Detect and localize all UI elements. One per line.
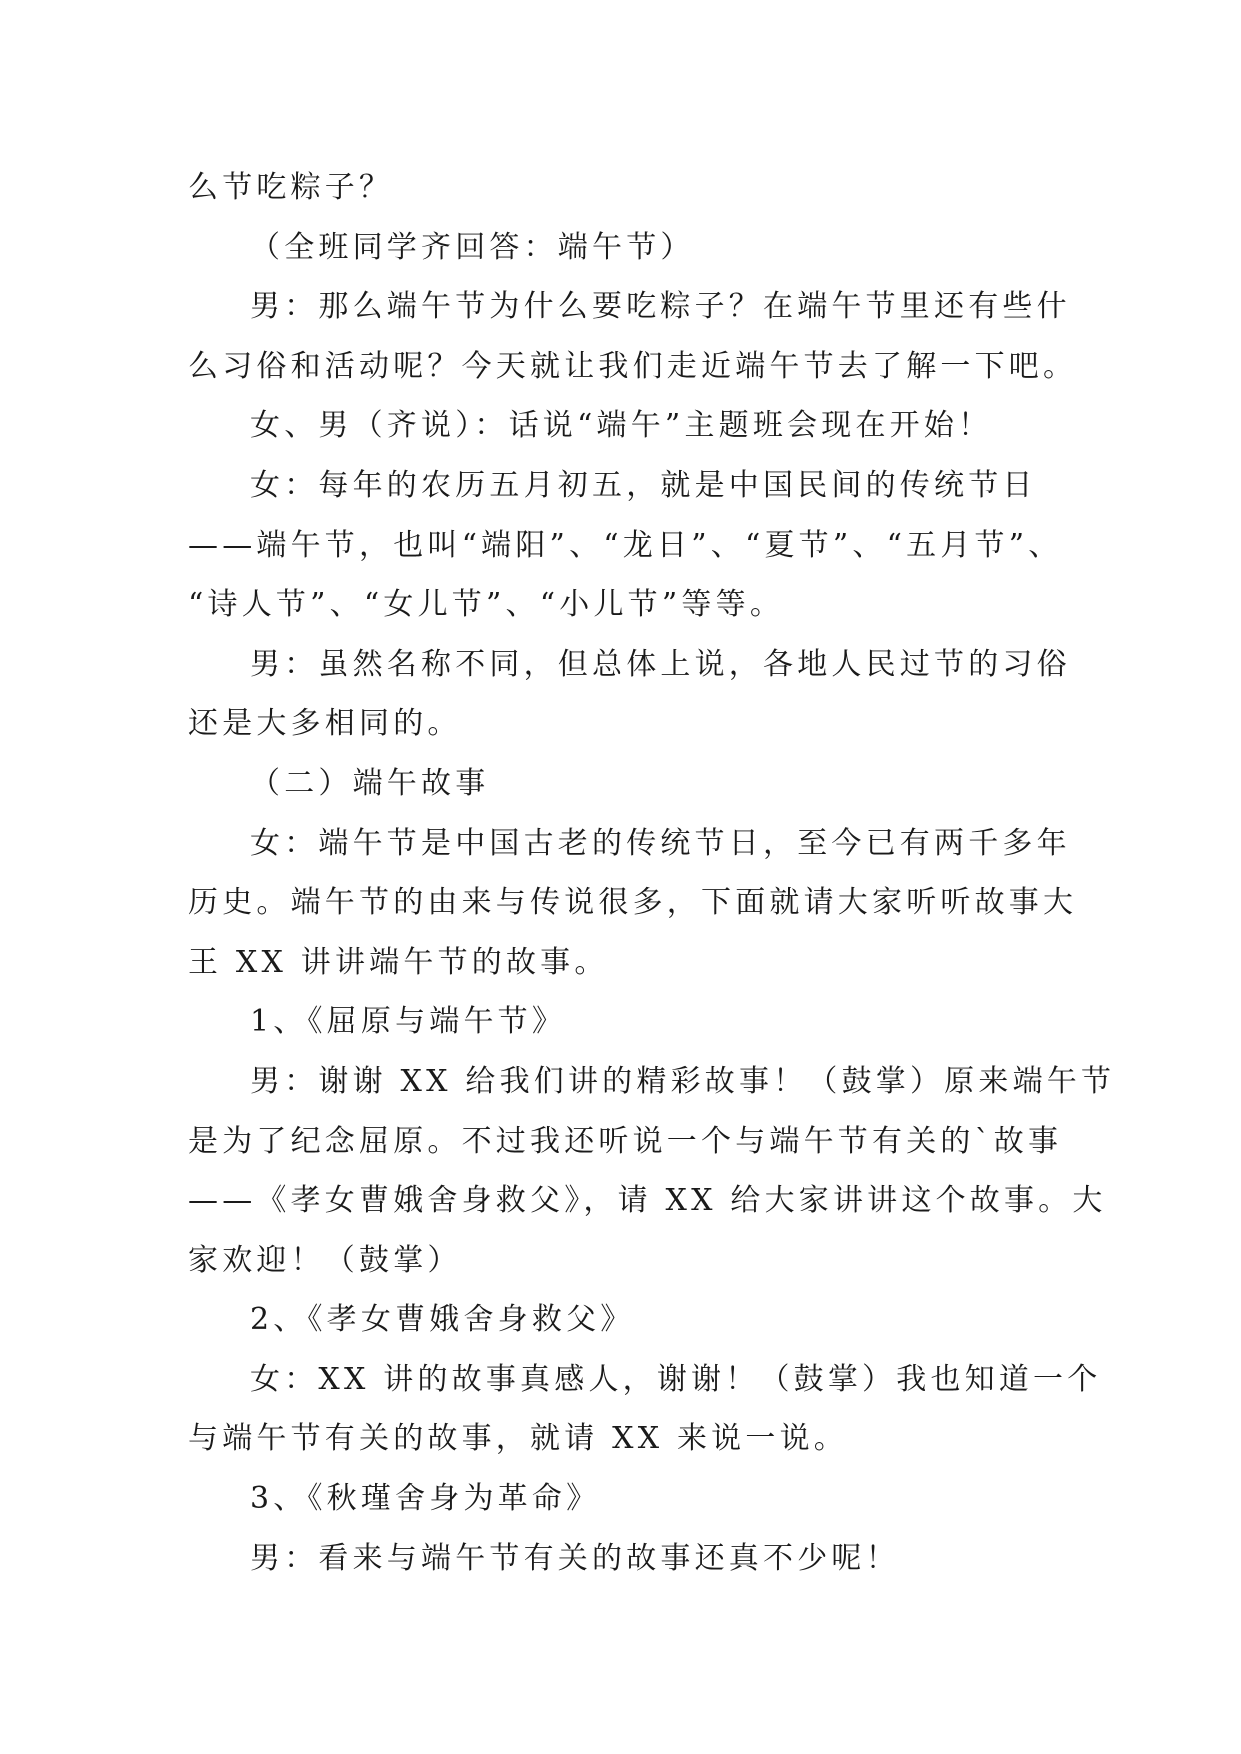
document-body [188,158,1116,1588]
paragraph-line: （二）端午故事 [250,765,490,801]
paragraph-line: 男：那么端午节为什么要吃粽子？在端午节里还有些什 [250,289,1071,325]
paragraph-line: 男：看来与端午节有关的故事还真不少呢！ [250,1540,900,1576]
paragraph-line: “诗人节”、“女儿节”、“小儿节”等等。 [188,587,785,623]
paragraph-line: 王 XX 讲讲端午节的故事。 [188,944,609,980]
paragraph-line: 女：端午节是中国古老的传统节日，至今已有两千多年 [250,825,1071,861]
paragraph-line: 女、男（齐说）：话说“端午”主题班会现在开始！ [250,408,993,444]
paragraph-line: ——《孝女曹娥舍身救父》，请 XX 给大家讲讲这个故事。大 [188,1183,1107,1219]
paragraph-line: 么节吃粽子？ [188,170,394,205]
paragraph-line: 与端午节有关的故事，就请 XX 来说一说。 [188,1421,848,1457]
paragraph-line: 是为了纪念屈原。不过我还听说一个与端午节有关的`故事 [188,1123,1063,1159]
paragraph-line: （全班同学齐回答：端午节） [250,229,695,265]
paragraph-line: 1、《屈原与端午节》 [250,1004,567,1040]
paragraph-line: 男：虽然名称不同，但总体上说，各地人民过节的习俗 [250,646,1071,682]
paragraph-line: 家欢迎！（鼓掌） [188,1242,462,1278]
paragraph-line: 历史。端午节的由来与传说很多，下面就请大家听听故事大 [188,885,1078,921]
paragraph-line: ——端午节，也叫“端阳”、“龙日”、“夏节”、“五月节”、 [188,527,1063,563]
paragraph-line: 女：每年的农历五月初五，就是中国民间的传统节日 [250,467,1037,503]
paragraph-line: 2、《孝女曹娥舍身救父》 [250,1302,635,1338]
paragraph-line: 3、《秋瑾舍身为革命》 [250,1481,601,1517]
paragraph-line: 男：谢谢 XX 给我们讲的精彩故事！（鼓掌）原来端午节 [250,1063,1116,1099]
paragraph-line: 女：XX 讲的故事真感人，谢谢！（鼓掌）我也知道一个 [250,1361,1102,1397]
paragraph-line: 么习俗和活动呢？今天就让我们走近端午节去了解一下吧。 [188,348,1078,384]
paragraph-line: 还是大多相同的。 [188,706,462,742]
